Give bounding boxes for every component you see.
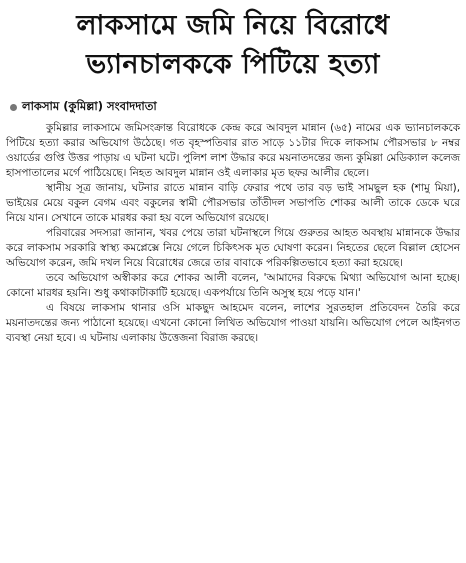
paragraph-1: কুমিল্লার লাকসামে জমিসংক্রান্ত বিরোধকে কেন্দ্র করে আবদুল মান্নান (৬৫) নামের এক ভ্যানচালককে পিটিয়ে হত্যা করার অভিযোগ উঠেছে। গত বৃহস্পতিবার রাত সাড়ে ১১টার দিকে লাকসাম পৌরসভার ৮ নম্বর ওয়ার্ডের গুপ্তি উত্তর পাড়ায় এ ঘটনা ঘটে। পুলিশ লাশ উদ্ধার করে ময়নাতদন্তের জন্য কুমিল্লা মেডিক্যাল কলেজ হাসপাতালের মর্গে পাঠিয়েছে। নিহত আবদুল মান্নান ওই এলাকার মৃত ছফর আলীর ছেলে। xyxy=(6,122,460,179)
paragraph-2: স্থানীয় সূত্র জানায়, ঘটনার রাতে মান্নান বাড়ি ফেরার পথে তার বড় ভাই সামছুল হক (শামু মিয়া), ভাইয়ের মেয়ে বকুল বেগম এবং বকুলের স্বামী পৌরসভার তাঁতীদল সভাপতি শোকর আলী তাকে ডেকে ঘরে নিয়ে যান। সেখানে তাকে মারধর করা হয় বলে অভিযোগ রয়েছে। xyxy=(6,182,460,224)
byline xyxy=(10,98,460,117)
headline-line-2: ভ্যানচালককে পিটিয়ে হত্যা xyxy=(86,49,380,80)
bullet-icon xyxy=(10,104,17,111)
paragraph-4: তবে অভিযোগ অস্বীকার করে শোকর আলী বলেন, 'আমাদের বিরুদ্ধে মিথ্যা অভিযোগ আনা হচ্ছে। কোনো মারধর হয়নি। শুধু কথাকাটাকাটি হয়েছে। একপর্যায়ে তিনি অসুস্থ হয়ে পড়ে যান।' xyxy=(6,272,460,299)
headline-line-1: লাকসামে জমি নিয়ে বিরোধে xyxy=(76,10,390,41)
byline-text: লাকসাম (কুমিল্লা) সংবাদদাতা xyxy=(22,99,157,113)
paragraph-3: পরিবারের সদস্যরা জানান, খবর পেয়ে তারা ঘটনাস্থলে গিয়ে গুরুতর আহত অবস্থায় মান্নানকে উদ্ধার করে লাকসাম সরকারি স্বাস্থ্য কমপ্লেক্সে নিয়ে গেলে চিকিৎসক মৃত ঘোষণা করেন। নিহতের ছেলে বিল্লাল হোসেন অভিযোগ করেন, জমি দখল নিয়ে বিরোধের জেরে তার বাবাকে পরিকল্পিতভাবে হত্যা করা হয়েছে। xyxy=(6,227,460,269)
article-headline xyxy=(6,6,460,84)
paragraph-5: এ বিষয়ে লাকসাম থানার ওসি মাকছুদ আহমেদ বলেন, লাশের সুরতহাল প্রতিবেদন তৈরি করে ময়নাতদন্তের জন্য পাঠানো হয়েছে। এখনো কোনো লিখিত অভিযোগ পাওয়া যায়নি। অভিযোগ পেলে আইনগত ব্যবস্থা নেয়া হবে। এ ঘটনায় এলাকায় উত্তেজনা বিরাজ করছে। xyxy=(6,302,460,344)
article-body xyxy=(6,121,460,346)
